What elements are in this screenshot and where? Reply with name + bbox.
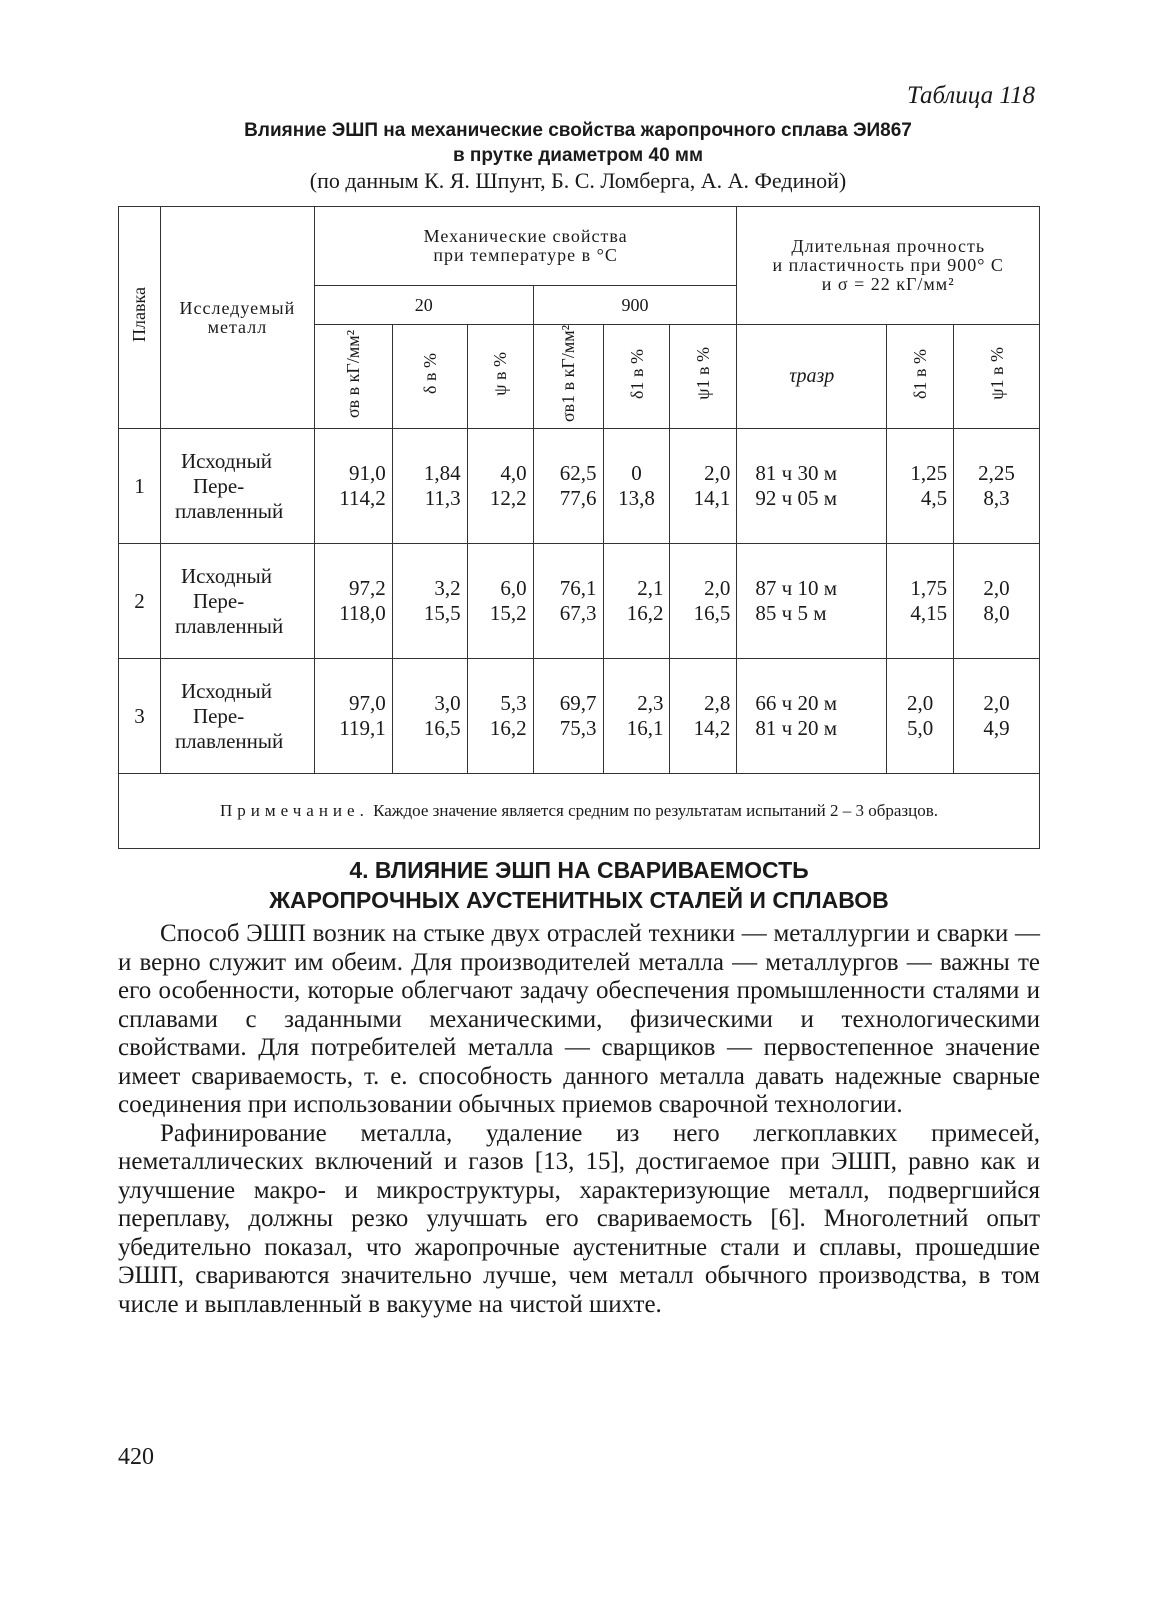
- table-caption: [118, 118, 1038, 193]
- heat-header: Плавка: [119, 207, 161, 429]
- page-number: 420: [118, 1444, 154, 1470]
- table-row: [119, 429, 1040, 544]
- rupture-time-header: τразр: [737, 325, 887, 429]
- table-note-row: [119, 774, 1040, 849]
- delta-value: 3,0 16,5: [392, 659, 467, 774]
- table-row: [119, 544, 1040, 659]
- sigma-b1-value: 76,1 67,3: [533, 544, 603, 659]
- metal-name: Исходный Пере- плавленный: [160, 659, 314, 774]
- caption-line-1: Влияние ЭШП на механические свойства жаропрочного сплава ЭИ867: [244, 120, 912, 141]
- delta1-header: δ1 в %: [603, 325, 670, 429]
- sigma-b1-value: 62,5 77,6: [533, 429, 603, 544]
- temp-900-header: 900: [533, 286, 737, 325]
- note-text: Каждое значение является средним по результатам испытаний 2 – 3 образцов.: [368, 801, 938, 821]
- sigma-b1-value: 69,7 75,3: [533, 659, 603, 774]
- sigma-b-header: σв в кГ/мм²: [314, 325, 392, 429]
- rupture-time-value: 81 ч 30 м 92 ч 05 м: [737, 429, 887, 544]
- psi1-value: 2,0 14,1: [670, 429, 737, 544]
- delta1-value: 2,3 16,1: [603, 659, 670, 774]
- psi1-header: ψ1 в %: [670, 325, 737, 429]
- delta-value: 1,84 11,3: [392, 429, 467, 544]
- psi-value: 6,0 15,2: [467, 544, 533, 659]
- metal-header: Исследуемый металл: [160, 207, 314, 429]
- psi1-long-value: 2,0 8,0: [954, 544, 1040, 659]
- psi-value: 5,3 16,2: [467, 659, 533, 774]
- sigma-b-value: 97,0 119,1: [314, 659, 392, 774]
- psi1-value: 2,8 14,2: [670, 659, 737, 774]
- table-label: Таблица 118: [906, 82, 1035, 109]
- heat-number: 2: [119, 544, 161, 659]
- sigma-b-value: 97,2 118,0: [314, 544, 392, 659]
- temp-20-header: 20: [314, 286, 533, 325]
- paragraph: Рафинирование металла, удаление из него легкоплавких примесей, неметаллических включений и газов [13, 15], достигаемое при ЭШП, равно как и улучшение макро- и микроструктуры, характеризующие металл, подвергшийся переплаву, должны резко улучшать его свариваемость [6]. Многолетний опыт убедительно показал, что жаропрочные аустенитные стали и сплавы, прошедшие ЭШП, свариваются значительно лучше, чем металл обычного производства, в том числе и выплавленный в вакууме на чистой шихте.: [118, 1119, 1040, 1318]
- delta1-long-value: 2,0 5,0: [887, 659, 954, 774]
- psi1-long-value: 2,0 4,9: [954, 659, 1040, 774]
- rupture-time-value: 66 ч 20 м 81 ч 20 м: [737, 659, 887, 774]
- metal-name: Исходный Пере- плавленный: [160, 429, 314, 544]
- rupture-time-value: 87 ч 10 м 85 ч 5 м: [737, 544, 887, 659]
- psi-header: ψ в %: [467, 325, 533, 429]
- table-row: [119, 659, 1040, 774]
- note-label: Примечание.: [219, 801, 369, 821]
- sigma-b-value: 91,0 114,2: [314, 429, 392, 544]
- delta1-long-value: 1,25 4,5: [887, 429, 954, 544]
- psi-value: 4,0 12,2: [467, 429, 533, 544]
- delta1-long-value: 1,75 4,15: [887, 544, 954, 659]
- caption-line-2: в прутке диаметром 40 мм: [452, 145, 704, 166]
- delta1-value: 0 13,8: [603, 429, 670, 544]
- mech-props-header: Механические свойства при температуре в °С: [314, 207, 737, 286]
- heat-number: 1: [119, 429, 161, 544]
- heat-number: 3: [119, 659, 161, 774]
- sigma-b1-header: σв1 в кГ/мм²: [533, 325, 603, 429]
- caption-line-3: (по данным К. Я. Шпунт, Б. С. Ломберга, А. А. Фединой): [309, 168, 847, 193]
- delta1-value: 2,1 16,2: [603, 544, 670, 659]
- paragraph: Способ ЭШП возник на стыке двух отраслей техники — металлургии и сварки — и верно служит им обеим. Для производителей металла — металлургов — важны те его особенности, которые облегчают задачу обеспечения промышленности сталями и сплавами с заданными механическими, физическими и технологическими свойствами. Для потребителей металла — сварщиков — первостепенное значение имеет свариваемость, т. е. способность данного металла давать надежные сварные соединения при использовании обычных приемов сварочной технологии.: [118, 920, 1040, 1118]
- psi1-long-header: ψ1 в %: [954, 325, 1040, 429]
- table-note: [119, 774, 1040, 849]
- long-strength-header: Длительная прочность и пластичность при 900° С и σ = 22 кГ/мм²: [737, 207, 1040, 325]
- properties-table: [118, 206, 1040, 849]
- psi1-long-value: 2,25 8,3: [954, 429, 1040, 544]
- delta1-long-header: δ1 в %: [887, 325, 954, 429]
- body-text: [118, 920, 1040, 1319]
- metal-name: Исходный Пере- плавленный: [160, 544, 314, 659]
- delta-header: δ в %: [392, 325, 467, 429]
- section-title: 4. ВЛИЯНИЕ ЭШП НА СВАРИВАЕМОСТЬ ЖАРОПРОЧНЫХ АУСТЕНИТНЫХ СТАЛЕЙ И СПЛАВОВ: [269, 857, 889, 913]
- delta-value: 3,2 15,5: [392, 544, 467, 659]
- psi1-value: 2,0 16,5: [670, 544, 737, 659]
